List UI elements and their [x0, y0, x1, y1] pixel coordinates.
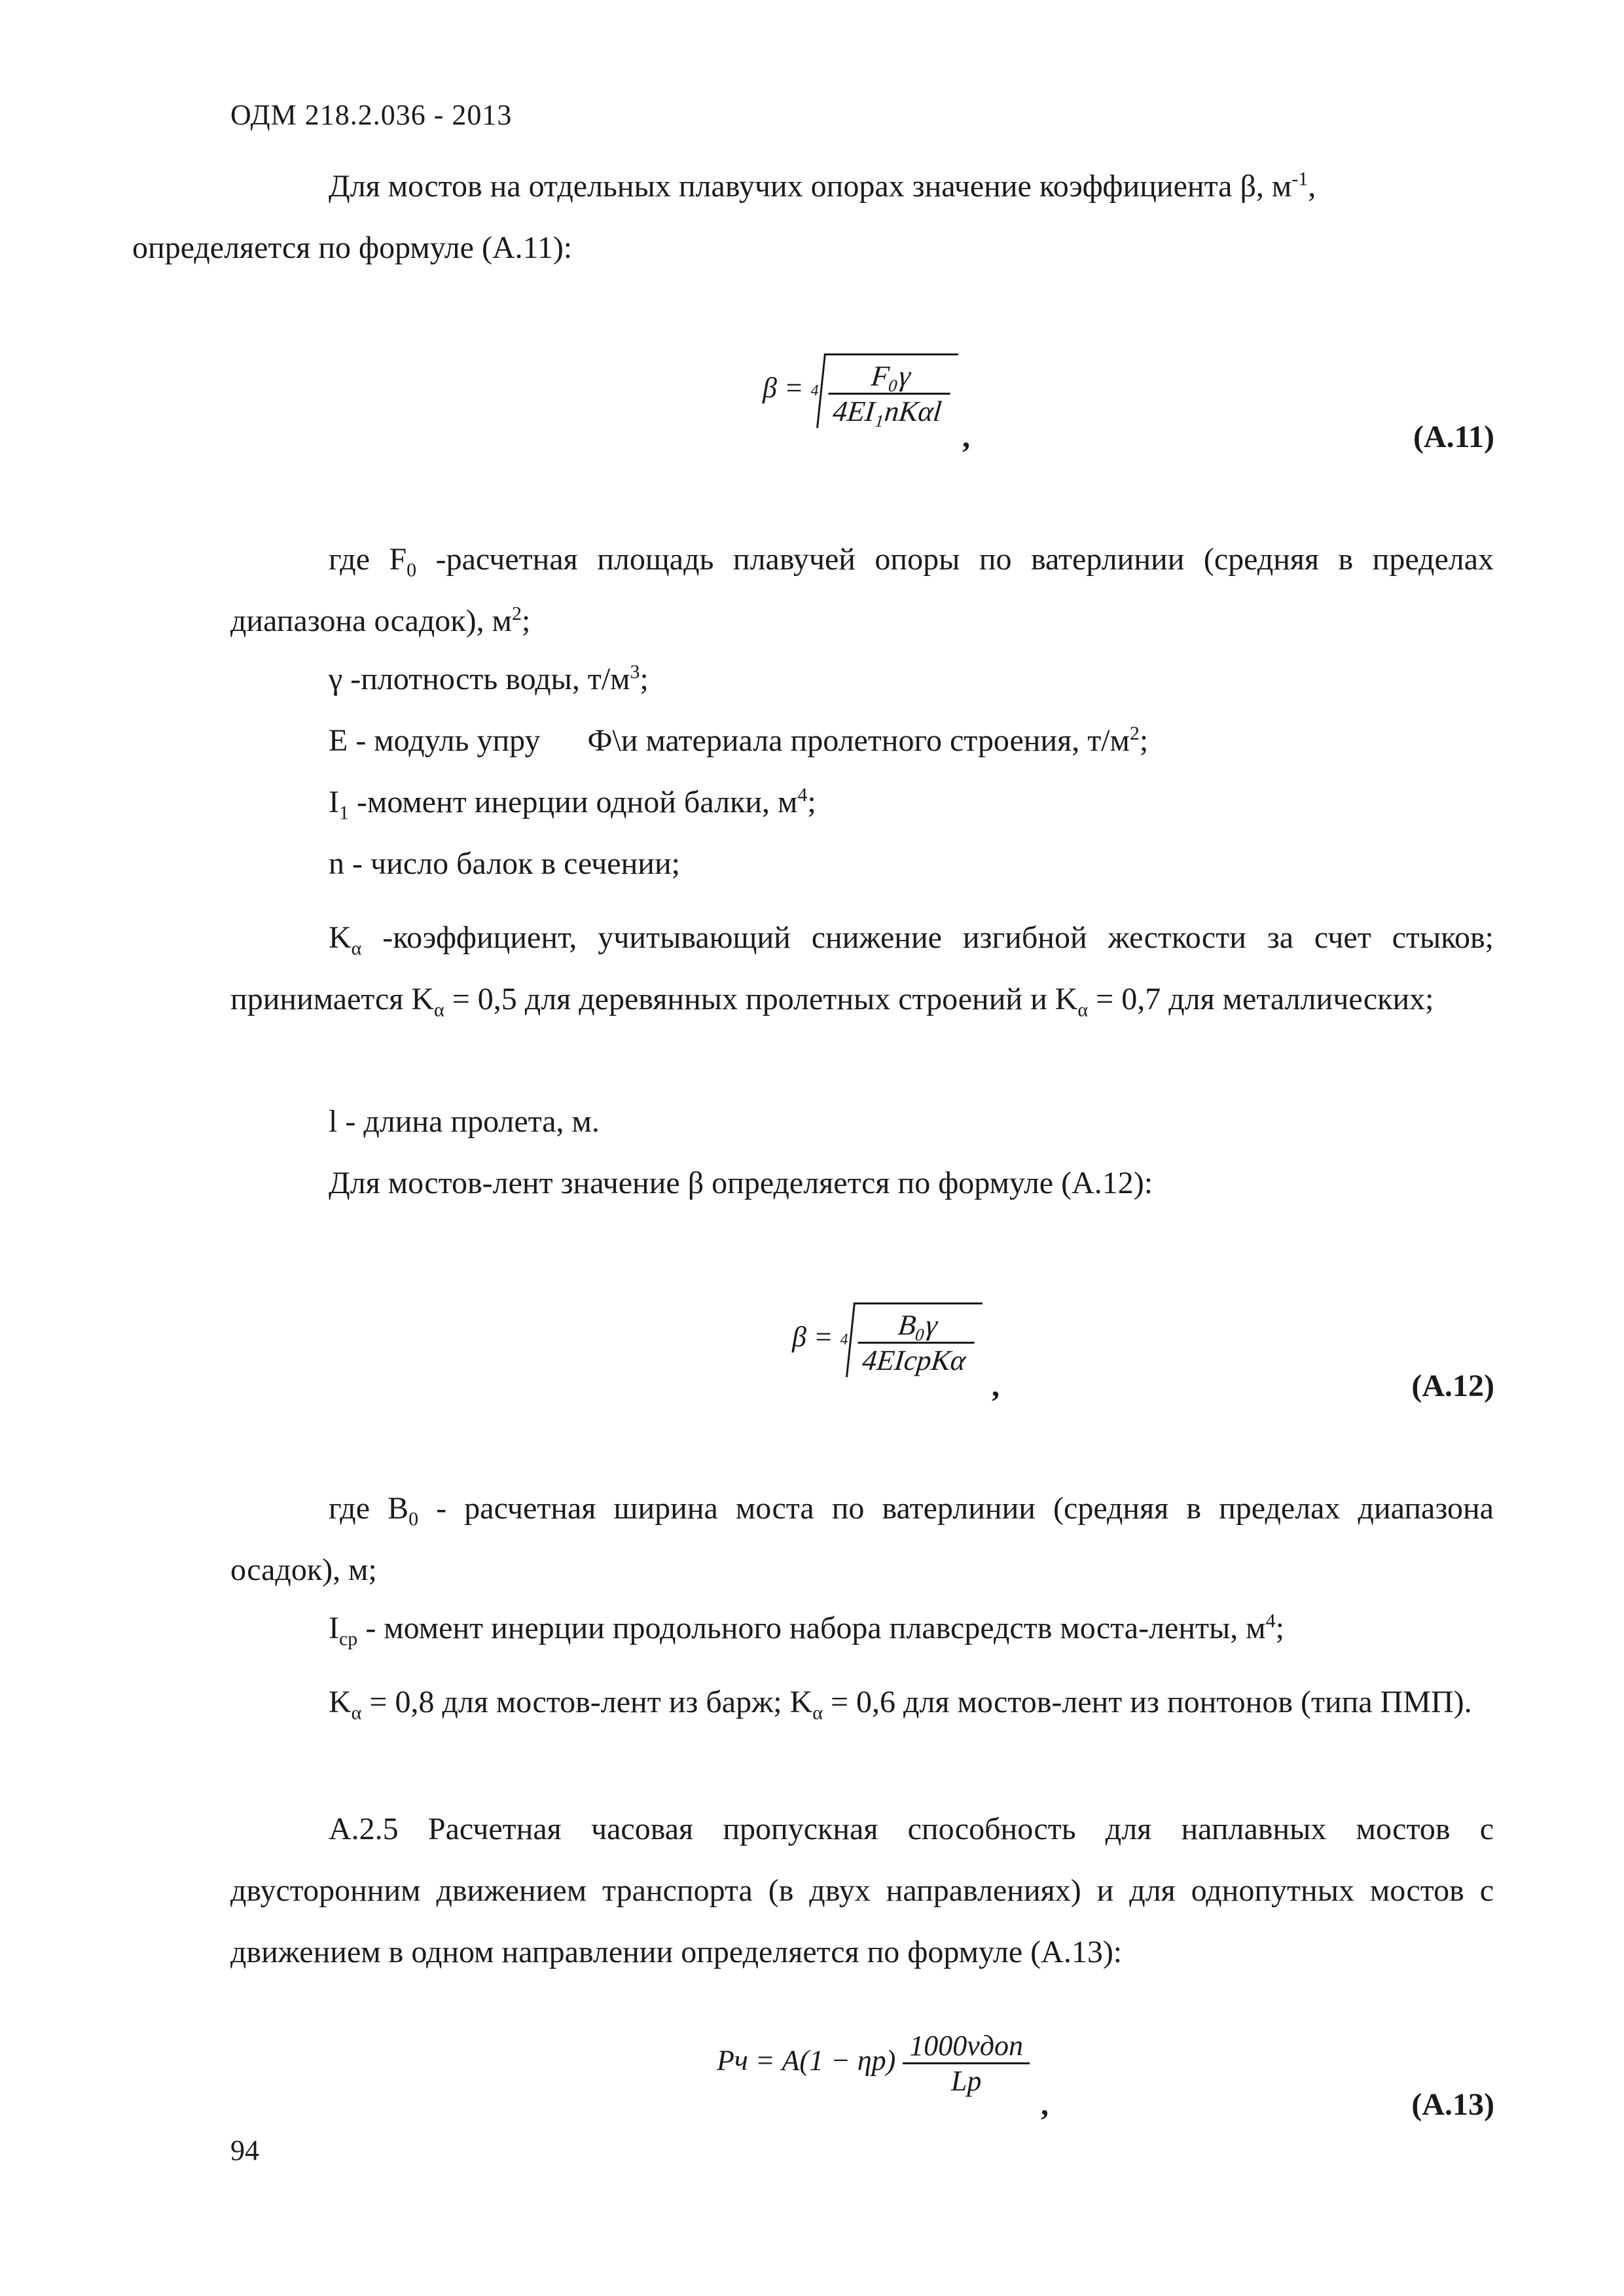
formula-a12: β = 4 $\frac{\text{B₀γ}}{\text{4EIсрKα}}$	[792, 1302, 978, 1377]
where-k-alpha-2: $K_\alpha = 0,8$ для мостов-лент из барж; $K_\alpha = 0,6$ для мостов-лент из понтонов (типа ПМП).	[329, 1685, 1472, 1724]
intro-line2: определяется по формуле (А.11):	[132, 230, 573, 265]
formula-a13: Pч = A(1 − ηp) $\frac{\text{1000vдоп}}{Lp}$	[717, 2029, 1030, 2098]
radical-sign: $\frac{\text{B₀γ}}{\text{4EIсрKα}}$	[846, 1302, 982, 1377]
where-gamma: γ -плотность воды, $т/м^3$;	[329, 661, 649, 696]
formula-a11: β = 4 $\frac{\text{F₀γ}}{\text{4EI₁nKαl}}$	[763, 353, 954, 428]
formula-a12-intro: Для мостов-лент значение β определяется по формуле (А.12):	[329, 1166, 1153, 1200]
formula-a12-comma: ,	[992, 1369, 1000, 1403]
formula-a11-comma: ,	[962, 420, 970, 454]
where-icp: $I_{ср}$ - момент инерции продольного набора плавсредств моста-ленты, $м^4$;	[329, 1610, 1284, 1650]
formula-a13-number: (А.13)	[1411, 2087, 1494, 2122]
formula-a13-comma: ,	[1041, 2087, 1049, 2122]
where-l: l - длина пролета, м.	[329, 1104, 600, 1139]
where-k-alpha: $K_\alpha$ -коэффициент, учитывающий снижение изгибной жесткости за счет стыков; принимается $K_\alpha = 0,5$ для деревянных пролетных строений и $K_\alpha = 0,7$ для металлических;	[230, 920, 1494, 1021]
radical-sign: $\frac{\text{F₀γ}}{\text{4EI₁nKαl}}$	[816, 353, 958, 428]
where-e: Е - модуль упру Ф\и материала пролетного строения, $т/м^2$;	[329, 723, 1149, 758]
where-f0: где $F_0$ -расчетная площадь плавучей опоры по ватерлинии (средняя в пределах диапазона осадок), $м^2$;	[230, 542, 1494, 638]
formula-a12-number: (А.12)	[1411, 1369, 1494, 1403]
formula-a11-number: (А.11)	[1413, 420, 1494, 454]
page-number: 94	[230, 2134, 259, 2166]
where-n: n - число балок в сечении;	[329, 846, 680, 881]
intro-paragraph: Для мостов на отдельных плавучих опорах значение коэффициента β, $м^{-1}$, определяется по формуле (А.11):	[230, 156, 1494, 279]
section-a25: А.2.5 Расчетная часовая пропускная способность для наплавных мостов с двусторонним движением транспорта (в двух направлениях) и для однопутных мостов с движением в одном направлении определяется по формуле (А.13):	[230, 1812, 1494, 1969]
document-header: ОДМ 218.2.036 - 2013	[230, 99, 513, 131]
where-b0: где $B_0$ - расчетная ширина моста по ватерлинии (средняя в пределах диапазона осадок), м;	[230, 1491, 1494, 1587]
where-i1: $I_1$ -момент инерции одной балки, $м^4$;	[329, 784, 816, 824]
